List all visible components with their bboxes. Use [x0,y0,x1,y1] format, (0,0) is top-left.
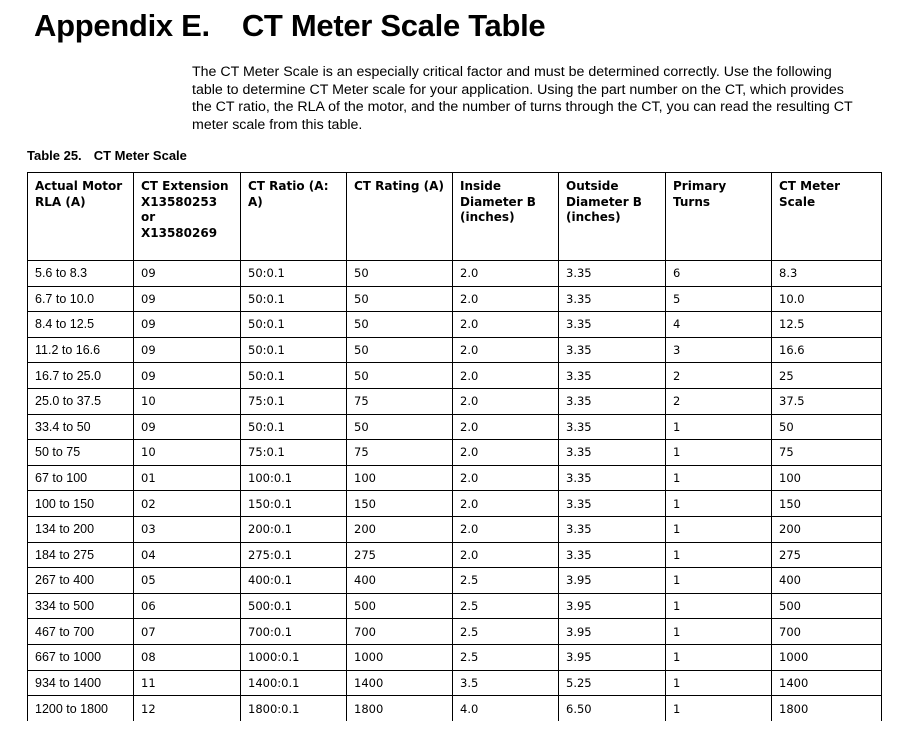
cell-ct-meter-scale: 150 [772,491,882,517]
cell-ct-meter-scale: 75 [772,440,882,466]
cell-ct-meter-scale: 37.5 [772,388,882,414]
table-row [28,491,882,517]
cell-ct-meter-scale: 50 [772,414,882,440]
cell-primary-turns: 1 [666,593,772,619]
cell-primary-turns: 1 [666,414,772,440]
cell-ct-rating: 700 [347,619,453,645]
cell-primary-turns: 5 [666,286,772,312]
cell-primary-turns: 1 [666,440,772,466]
cell-ct-meter-scale: 100 [772,465,882,491]
cell-ct-ratio: 50:0.1 [241,286,347,312]
cell-ct-meter-scale: 275 [772,542,882,568]
cell-primary-turns: 1 [666,619,772,645]
cell-outside-diameter: 3.95 [559,593,666,619]
table-row [28,542,882,568]
appendix-label: Appendix E. [34,8,210,43]
intro-paragraph: The CT Meter Scale is an especially critical factor and must be determined correctly. Use the following table to determine CT Meter scale for your application. Using the part number on the CT, which provides the CT ratio, the RLA of the motor, and the number of turns through the CT, you can read the resulting CT meter scale from this table. [192,64,853,133]
cell-ct-rating: 75 [347,440,453,466]
cell-rla: 934 to 1400 [28,670,134,696]
cell-ct-extension: 08 [134,644,241,670]
table-row [28,286,882,312]
cell-ct-rating: 1400 [347,670,453,696]
cell-inside-diameter: 2.0 [453,286,559,312]
cell-outside-diameter: 3.95 [559,619,666,645]
cell-outside-diameter: 3.35 [559,491,666,517]
cell-ct-ratio: 50:0.1 [241,261,347,287]
table-row [28,568,882,594]
header-ct-ratio: CT Ratio (A: A) [241,173,347,261]
table-row [28,670,882,696]
cell-ct-extension: 05 [134,568,241,594]
ct-meter-scale-table [27,172,882,721]
cell-ct-rating: 400 [347,568,453,594]
cell-ct-ratio: 1000:0.1 [241,644,347,670]
cell-rla: 1200 to 1800 [28,696,134,722]
cell-outside-diameter: 3.95 [559,568,666,594]
cell-ct-ratio: 275:0.1 [241,542,347,568]
cell-ct-extension: 07 [134,619,241,645]
cell-primary-turns: 2 [666,388,772,414]
cell-outside-diameter: 3.35 [559,286,666,312]
cell-inside-diameter: 2.0 [453,388,559,414]
cell-rla: 11.2 to 16.6 [28,337,134,363]
cell-ct-rating: 50 [347,286,453,312]
cell-ct-meter-scale: 1800 [772,696,882,722]
table-header-row [28,173,882,261]
cell-ct-meter-scale: 1400 [772,670,882,696]
cell-inside-diameter: 2.0 [453,516,559,542]
cell-primary-turns: 3 [666,337,772,363]
cell-ct-rating: 275 [347,542,453,568]
cell-primary-turns: 1 [666,644,772,670]
cell-rla: 667 to 1000 [28,644,134,670]
table-row [28,388,882,414]
cell-ct-extension: 09 [134,414,241,440]
cell-ct-meter-scale: 8.3 [772,261,882,287]
cell-rla: 5.6 to 8.3 [28,261,134,287]
cell-rla: 134 to 200 [28,516,134,542]
cell-ct-meter-scale: 10.0 [772,286,882,312]
cell-ct-meter-scale: 16.6 [772,337,882,363]
cell-outside-diameter: 3.35 [559,337,666,363]
cell-ct-ratio: 100:0.1 [241,465,347,491]
cell-inside-diameter: 2.5 [453,593,559,619]
cell-ct-ratio: 50:0.1 [241,414,347,440]
cell-ct-meter-scale: 700 [772,619,882,645]
cell-primary-turns: 1 [666,516,772,542]
cell-rla: 100 to 150 [28,491,134,517]
cell-inside-diameter: 2.5 [453,568,559,594]
cell-rla: 67 to 100 [28,465,134,491]
cell-ct-meter-scale: 200 [772,516,882,542]
cell-ct-extension: 10 [134,440,241,466]
cell-outside-diameter: 3.35 [559,465,666,491]
cell-ct-rating: 50 [347,337,453,363]
cell-outside-diameter: 3.35 [559,414,666,440]
table-row [28,619,882,645]
cell-rla: 8.4 to 12.5 [28,312,134,338]
header-actual-motor-rla: Actual Motor RLA (A) [28,173,134,261]
cell-rla: 267 to 400 [28,568,134,594]
cell-rla: 16.7 to 25.0 [28,363,134,389]
cell-ct-extension: 12 [134,696,241,722]
table-row [28,363,882,389]
cell-rla: 334 to 500 [28,593,134,619]
cell-ct-rating: 50 [347,414,453,440]
cell-outside-diameter: 3.35 [559,440,666,466]
cell-primary-turns: 1 [666,670,772,696]
cell-ct-meter-scale: 1000 [772,644,882,670]
cell-primary-turns: 1 [666,696,772,722]
table-row [28,696,882,722]
cell-inside-diameter: 2.5 [453,619,559,645]
cell-primary-turns: 4 [666,312,772,338]
cell-ct-rating: 200 [347,516,453,542]
cell-outside-diameter: 3.35 [559,542,666,568]
cell-ct-ratio: 50:0.1 [241,312,347,338]
cell-outside-diameter: 6.50 [559,696,666,722]
header-inside-diameter: Inside Diameter B (inches) [453,173,559,261]
cell-inside-diameter: 2.5 [453,644,559,670]
cell-ct-extension: 04 [134,542,241,568]
cell-ct-extension: 06 [134,593,241,619]
cell-ct-ratio: 1400:0.1 [241,670,347,696]
table-row [28,644,882,670]
cell-ct-extension: 09 [134,363,241,389]
cell-rla: 50 to 75 [28,440,134,466]
table-number: Table 25. [27,148,82,163]
cell-ct-extension: 10 [134,388,241,414]
cell-outside-diameter: 3.35 [559,516,666,542]
cell-ct-meter-scale: 25 [772,363,882,389]
cell-rla: 25.0 to 37.5 [28,388,134,414]
cell-inside-diameter: 2.0 [453,312,559,338]
cell-primary-turns: 1 [666,465,772,491]
cell-ct-extension: 09 [134,337,241,363]
table-row [28,414,882,440]
cell-ct-extension: 02 [134,491,241,517]
table-body [28,261,882,722]
cell-ct-ratio: 75:0.1 [241,440,347,466]
cell-inside-diameter: 2.0 [453,414,559,440]
header-outside-diameter: Outside Diameter B (inches) [559,173,666,261]
cell-ct-meter-scale: 400 [772,568,882,594]
cell-inside-diameter: 2.0 [453,440,559,466]
table-row [28,516,882,542]
cell-inside-diameter: 2.0 [453,337,559,363]
cell-ct-ratio: 75:0.1 [241,388,347,414]
header-ct-rating: CT Rating (A) [347,173,453,261]
cell-ct-extension: 09 [134,261,241,287]
cell-ct-ratio: 700:0.1 [241,619,347,645]
table-caption [27,148,187,163]
table-row [28,261,882,287]
table-title: CT Meter Scale [93,148,187,163]
cell-ct-rating: 50 [347,363,453,389]
cell-ct-rating: 75 [347,388,453,414]
cell-ct-rating: 500 [347,593,453,619]
cell-primary-turns: 2 [666,363,772,389]
cell-ct-meter-scale: 12.5 [772,312,882,338]
cell-ct-meter-scale: 500 [772,593,882,619]
cell-inside-diameter: 2.0 [453,261,559,287]
cell-ct-rating: 50 [347,261,453,287]
cell-inside-diameter: 2.0 [453,465,559,491]
cell-ct-ratio: 1800:0.1 [241,696,347,722]
cell-primary-turns: 1 [666,568,772,594]
cell-ct-ratio: 150:0.1 [241,491,347,517]
cell-ct-extension: 11 [134,670,241,696]
cell-ct-extension: 09 [134,286,241,312]
page-title [34,8,545,44]
cell-inside-diameter: 4.0 [453,696,559,722]
cell-rla: 6.7 to 10.0 [28,286,134,312]
cell-inside-diameter: 2.0 [453,542,559,568]
table-row [28,312,882,338]
cell-rla: 33.4 to 50 [28,414,134,440]
cell-primary-turns: 1 [666,542,772,568]
cell-rla: 184 to 275 [28,542,134,568]
cell-ct-ratio: 200:0.1 [241,516,347,542]
cell-inside-diameter: 2.0 [453,491,559,517]
cell-ct-extension: 03 [134,516,241,542]
cell-outside-diameter: 3.95 [559,644,666,670]
cell-primary-turns: 6 [666,261,772,287]
cell-ct-rating: 150 [347,491,453,517]
header-primary-turns: Primary Turns [666,173,772,261]
cell-rla: 467 to 700 [28,619,134,645]
table-row [28,440,882,466]
cell-ct-rating: 100 [347,465,453,491]
cell-ct-rating: 1000 [347,644,453,670]
appendix-title: CT Meter Scale Table [241,8,546,43]
cell-outside-diameter: 3.35 [559,312,666,338]
cell-outside-diameter: 3.35 [559,261,666,287]
cell-ct-extension: 01 [134,465,241,491]
cell-inside-diameter: 3.5 [453,670,559,696]
cell-primary-turns: 1 [666,491,772,517]
cell-inside-diameter: 2.0 [453,363,559,389]
header-ct-extension: CT Extension X13580253 or X13580269 [134,173,241,261]
cell-ct-ratio: 400:0.1 [241,568,347,594]
table-row [28,465,882,491]
cell-outside-diameter: 3.35 [559,388,666,414]
cell-ct-ratio: 50:0.1 [241,363,347,389]
cell-outside-diameter: 3.35 [559,363,666,389]
cell-ct-rating: 50 [347,312,453,338]
cell-ct-ratio: 50:0.1 [241,337,347,363]
table-row [28,337,882,363]
cell-ct-ratio: 500:0.1 [241,593,347,619]
header-ct-meter-scale: CT Meter Scale [772,173,882,261]
cell-ct-extension: 09 [134,312,241,338]
cell-ct-rating: 1800 [347,696,453,722]
cell-outside-diameter: 5.25 [559,670,666,696]
table-row [28,593,882,619]
